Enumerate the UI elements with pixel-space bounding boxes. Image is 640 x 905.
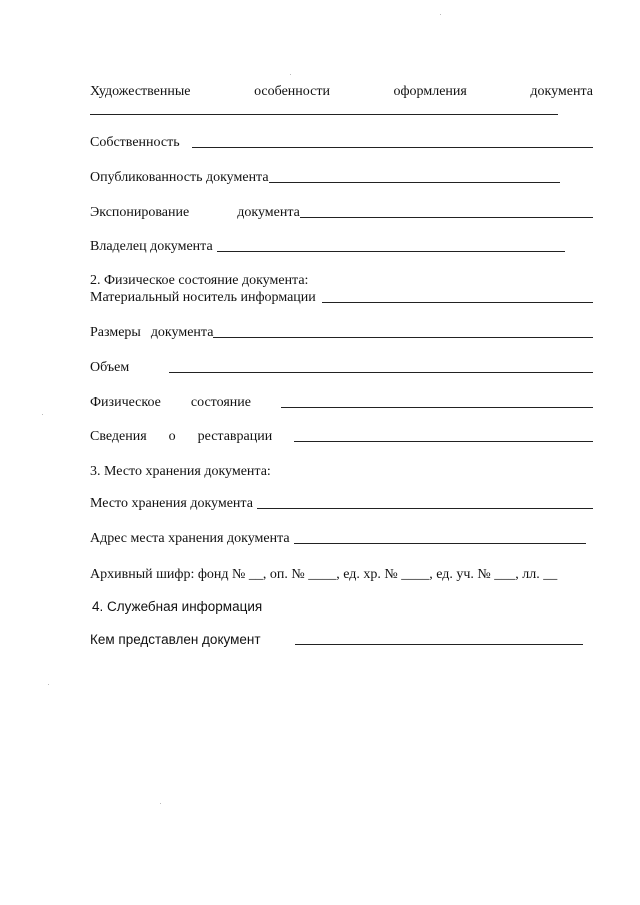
section-4-title: 4. Служебная информация — [92, 599, 263, 614]
ownership-row — [90, 133, 593, 151]
volume-blank[interactable] — [169, 371, 593, 373]
published-label: Опубликованность документа — [90, 170, 269, 185]
storage-place-label: Место хранения документа — [90, 496, 253, 511]
volume-row — [90, 358, 593, 376]
storage-address-blank[interactable] — [294, 542, 586, 544]
scan-speck — [440, 14, 441, 15]
ownership-blank[interactable] — [192, 146, 593, 148]
word: оформления — [393, 84, 467, 99]
archive-code-label[interactable]: Архивный шифр: фонд № __, оп. № ____, ед. хр. № ____, ед. уч. № ___, лл. __ — [90, 567, 558, 582]
artistic-features-label — [90, 82, 593, 100]
published-blank[interactable] — [269, 181, 560, 183]
submitted-by-blank[interactable] — [295, 643, 583, 645]
restoration-blank[interactable] — [294, 440, 593, 442]
section-3-title-row — [90, 462, 593, 480]
owner-row — [90, 237, 565, 255]
section-3-title: 3. Место хранения документа: — [90, 464, 271, 479]
restoration-label-3: реставрации — [197, 429, 273, 444]
published-row — [90, 168, 560, 186]
restoration-row — [90, 427, 593, 445]
material-blank[interactable] — [322, 301, 593, 303]
owner-blank[interactable] — [217, 250, 565, 252]
dimensions-blank[interactable] — [213, 336, 593, 338]
archive-code-row — [90, 565, 610, 583]
submitted-by-row — [90, 630, 583, 648]
word: особенности — [254, 84, 330, 99]
material-row — [90, 288, 593, 306]
ownership-label: Собственность — [90, 135, 180, 150]
physical-state-blank[interactable] — [281, 406, 593, 408]
restoration-label-1: Сведения — [90, 429, 147, 444]
dimensions-row — [90, 323, 593, 341]
volume-label: Объем — [90, 360, 130, 375]
exposition-row — [90, 203, 593, 221]
owner-label: Владелец документа — [90, 239, 213, 254]
section-4-title-row — [92, 597, 593, 615]
word: документа — [530, 84, 593, 99]
physical-state-row — [90, 393, 593, 411]
physical-state-label-2: состояние — [190, 395, 251, 410]
scan-speck — [48, 684, 49, 685]
material-label: Материальный носитель информации — [90, 290, 316, 305]
section-2-title-row — [90, 271, 593, 289]
scan-speck — [42, 414, 43, 415]
storage-address-label: Адрес места хранения документа — [90, 531, 290, 546]
scan-speck — [160, 803, 161, 804]
exposition-label-1: Экспонирование — [90, 205, 190, 220]
physical-state-label-1: Физическое — [90, 395, 161, 410]
exposition-label-2: документа — [237, 205, 300, 220]
dimensions-label-1: Размеры — [90, 325, 141, 340]
section-2-title: 2. Физическое состояние документа: — [90, 273, 309, 288]
restoration-label-2: о — [168, 429, 176, 444]
word: Художественные — [90, 84, 191, 99]
scan-speck — [290, 74, 291, 75]
artistic-features-blank[interactable] — [90, 114, 558, 115]
storage-place-blank[interactable] — [257, 507, 593, 509]
exposition-blank[interactable] — [300, 216, 593, 218]
submitted-by-label: Кем представлен документ — [90, 632, 261, 647]
storage-address-row — [90, 529, 586, 547]
dimensions-label-2: документа — [150, 325, 214, 340]
storage-place-row — [90, 494, 593, 512]
